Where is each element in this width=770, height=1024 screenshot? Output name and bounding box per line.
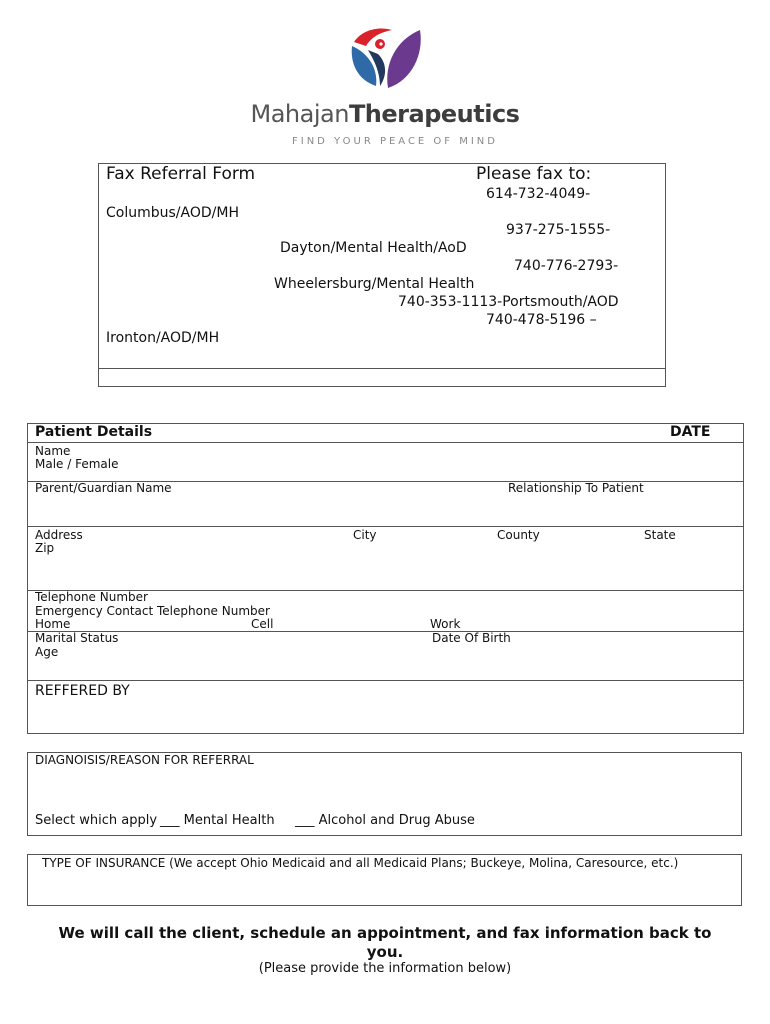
sex-label: Male / Female	[35, 457, 119, 471]
insurance-label: TYPE OF INSURANCE (We accept Ohio Medicaid and all Medicaid Plans; Buckeye, Molina, Caresource, etc.)	[42, 856, 679, 870]
brand-bold: Therapeutics	[348, 100, 520, 128]
name-row[interactable]	[27, 442, 744, 482]
logo-red-arc	[354, 29, 392, 47]
fax-location-wheelersburg: Wheelersburg/Mental Health	[274, 276, 475, 292]
home-phone-label: Home	[35, 617, 71, 631]
work-phone-label: Work	[430, 617, 461, 631]
fax-box-divider	[99, 368, 665, 369]
date-label[interactable]: DATE	[670, 424, 711, 440]
telephone-label: Telephone Number	[35, 590, 148, 604]
provide-info-note: (Please provide the information below)	[258, 961, 512, 976]
mental-health-option[interactable]: ___ Mental Health	[160, 813, 275, 828]
logo-white-dot	[379, 42, 382, 45]
fax-number-dayton: 937-275-1555-	[506, 222, 611, 238]
fax-number-wheelersburg: 740-776-2793-	[514, 258, 619, 274]
alcohol-drug-option[interactable]: ___ Alcohol and Drug Abuse	[295, 813, 475, 828]
state-label: State	[644, 528, 676, 542]
emergency-contact-label: Emergency Contact Telephone Number	[35, 604, 270, 618]
callback-notice	[0, 924, 770, 962]
marital-row[interactable]	[27, 631, 744, 681]
marital-status-label: Marital Status	[35, 631, 119, 645]
fax-location-ironton: Ironton/AOD/MH	[106, 330, 220, 346]
dob-label: Date Of Birth	[432, 631, 511, 645]
diagnosis-label: DIAGNOISIS/REASON FOR REFERRAL	[35, 753, 254, 767]
name-label: Name	[35, 444, 71, 458]
cell-phone-label: Cell	[251, 617, 274, 631]
fax-number-portsmouth: 740-353-1113-Portsmouth/AOD	[398, 294, 619, 310]
fax-location-dayton: Dayton/Mental Health/AoD	[280, 240, 467, 256]
lotus-person-logo	[348, 24, 424, 92]
city-label: City	[353, 528, 377, 542]
relationship-label: Relationship To Patient	[508, 481, 644, 495]
referred-by-label: REFFERED BY	[35, 683, 130, 699]
tagline: FIND YOUR PEACE OF MIND	[292, 136, 498, 147]
brand-name	[0, 100, 770, 128]
form-title: Fax Referral Form	[106, 164, 256, 184]
select-which-apply-label: Select which apply	[35, 813, 158, 828]
guardian-label: Parent/Guardian Name	[35, 481, 172, 495]
patient-details-title: Patient Details	[35, 424, 153, 440]
fax-number-columbus: 614-732-4049-	[486, 186, 591, 202]
zip-label: Zip	[35, 541, 55, 555]
fax-number-ironton: 740-478-5196 –	[486, 312, 597, 328]
logo-purple-petal	[387, 30, 421, 88]
county-label: County	[497, 528, 540, 542]
please-fax-label: Please fax to:	[476, 164, 592, 184]
fax-location-columbus: Columbus/AOD/MH	[106, 205, 239, 221]
callback-notice-text: We will call the client, schedule an appointment, and fax information back to you.	[58, 924, 712, 961]
referred-by-row[interactable]	[27, 680, 744, 734]
brand-light: Mahajan	[250, 100, 349, 128]
address-row[interactable]	[27, 526, 744, 591]
address-label: Address	[35, 528, 83, 542]
age-label: Age	[35, 645, 59, 659]
